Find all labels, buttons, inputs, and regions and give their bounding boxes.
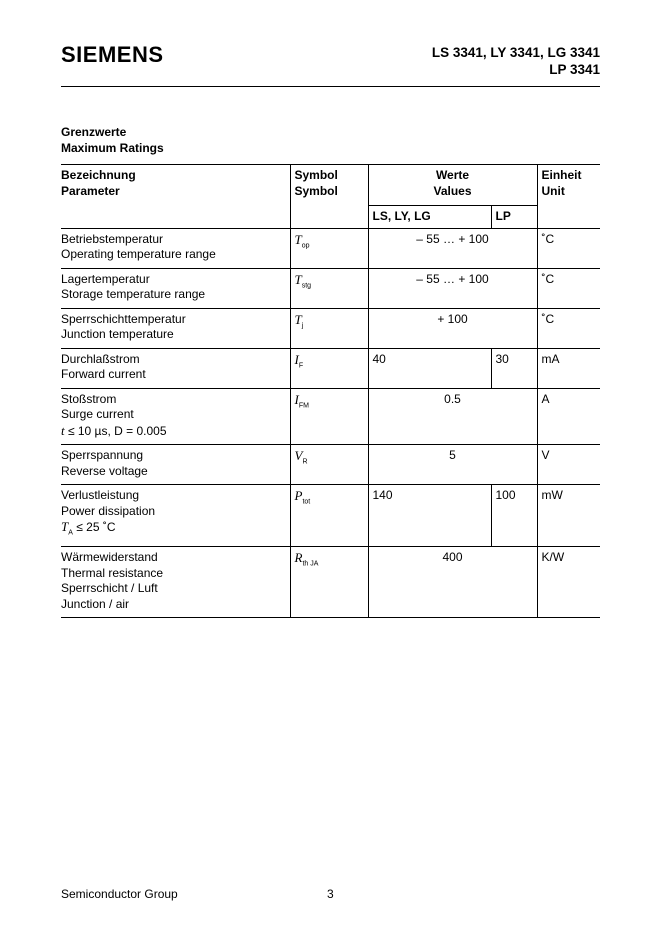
- row-value-ls: 140: [368, 485, 491, 547]
- section-title-en: Maximum Ratings: [61, 141, 164, 155]
- header-symbol-en: Symbol: [294, 183, 338, 198]
- row-unit: ˚C: [537, 228, 600, 268]
- header-values-de: Werte: [435, 168, 470, 182]
- row-unit: V: [537, 445, 600, 485]
- table-header-row: [61, 165, 600, 206]
- param-en: Power dissipation: [61, 503, 156, 518]
- param-de: Lagertemperatur: [61, 271, 150, 286]
- row-unit: mA: [537, 348, 600, 388]
- part-numbers-line1: LS 3341, LY 3341, LG 3341: [431, 45, 600, 60]
- param-en: Forward current: [61, 367, 146, 381]
- header-parameter: [61, 165, 290, 229]
- table-row: [61, 228, 600, 268]
- header-unit-de: Einheit: [541, 168, 582, 182]
- table-row: [61, 348, 600, 388]
- row-symbol: $R_{th JA}$: [290, 547, 368, 618]
- param-de: Durchlaßstrom: [61, 351, 140, 366]
- row-value-lp: 30: [491, 348, 537, 388]
- row-unit: mW: [537, 485, 600, 547]
- param-en: Storage temperature range: [61, 287, 206, 301]
- row-parameter: [61, 445, 290, 485]
- header-unit-en: Unit: [541, 183, 565, 198]
- param-en: Junction temperature: [61, 327, 174, 341]
- row-symbol: $T_{stg}$: [290, 268, 368, 308]
- siemens-logo: SIEMENS: [61, 42, 164, 67]
- param-condition: t ≤ 10 µs, D = 0.005: [61, 422, 167, 438]
- header-values-en: Values: [433, 183, 472, 198]
- maximum-ratings-table: [61, 164, 600, 618]
- row-value-ls: 40: [368, 348, 491, 388]
- header-values: [368, 165, 537, 206]
- row-value-lp: 100: [491, 485, 537, 547]
- param-de: Wärmewiderstand: [61, 550, 158, 565]
- row-parameter: [61, 308, 290, 348]
- param-condition: $T_A \le 25$ ˚C: [61, 519, 116, 537]
- param-extra: Junction / air: [61, 596, 130, 611]
- row-symbol: $P_{tot}$: [290, 485, 368, 547]
- header-divider: [61, 86, 600, 87]
- row-parameter: [61, 388, 290, 445]
- page-number: 3: [327, 887, 334, 901]
- row-symbol: $I_F$: [290, 348, 368, 388]
- header-parameter-de: Bezeichnung: [61, 168, 136, 182]
- row-value: 5: [368, 445, 537, 485]
- row-unit: A: [537, 388, 600, 445]
- row-parameter: [61, 547, 290, 618]
- row-value: – 55 … + 100: [368, 268, 537, 308]
- param-de: Sperrschichttemperatur: [61, 311, 186, 326]
- table-row: [61, 388, 600, 445]
- row-unit: ˚C: [537, 268, 600, 308]
- footer-group: Semiconductor Group: [61, 887, 178, 901]
- row-parameter: [61, 228, 290, 268]
- row-unit: K/W: [537, 547, 600, 618]
- row-value: 0.5: [368, 388, 537, 445]
- header-symbol-de: Symbol: [294, 168, 338, 182]
- row-symbol: $T_{op}$: [290, 228, 368, 268]
- header-parameter-en: Parameter: [61, 183, 120, 198]
- row-symbol: $V_R$: [290, 445, 368, 485]
- param-en: Surge current: [61, 407, 134, 421]
- section-title: [61, 124, 164, 156]
- param-en: Thermal resistance: [61, 565, 164, 580]
- param-en: Reverse voltage: [61, 463, 148, 478]
- table-row: [61, 445, 600, 485]
- param-de: Verlustleistung: [61, 488, 140, 502]
- row-value: + 100: [368, 308, 537, 348]
- param-de: Betriebstemperatur: [61, 231, 164, 246]
- row-value: 400: [368, 547, 537, 618]
- table-row: [61, 485, 600, 547]
- row-parameter: [61, 348, 290, 388]
- row-symbol: $T_j$: [290, 308, 368, 348]
- param-de: Sperrspannung: [61, 448, 144, 462]
- table-row: [61, 308, 600, 348]
- table-row: [61, 268, 600, 308]
- row-symbol: $I_{FM}$: [290, 388, 368, 445]
- header-ls-ly-lg: LS, LY, LG: [368, 206, 491, 229]
- part-numbers: [432, 44, 600, 78]
- param-en: Operating temperature range: [61, 247, 216, 261]
- param-extra: Sperrschicht / Luft: [61, 581, 158, 596]
- row-parameter: [61, 268, 290, 308]
- param-de: Stoßstrom: [61, 391, 117, 406]
- header-lp: LP: [491, 206, 537, 229]
- part-numbers-line2: LP 3341: [549, 62, 600, 77]
- row-parameter: [61, 485, 290, 547]
- section-title-de: Grenzwerte: [61, 125, 127, 139]
- table-row: [61, 547, 600, 618]
- row-value: – 55 … + 100: [368, 228, 537, 268]
- header-symbol: [290, 165, 368, 229]
- header-unit: [537, 165, 600, 229]
- row-unit: ˚C: [537, 308, 600, 348]
